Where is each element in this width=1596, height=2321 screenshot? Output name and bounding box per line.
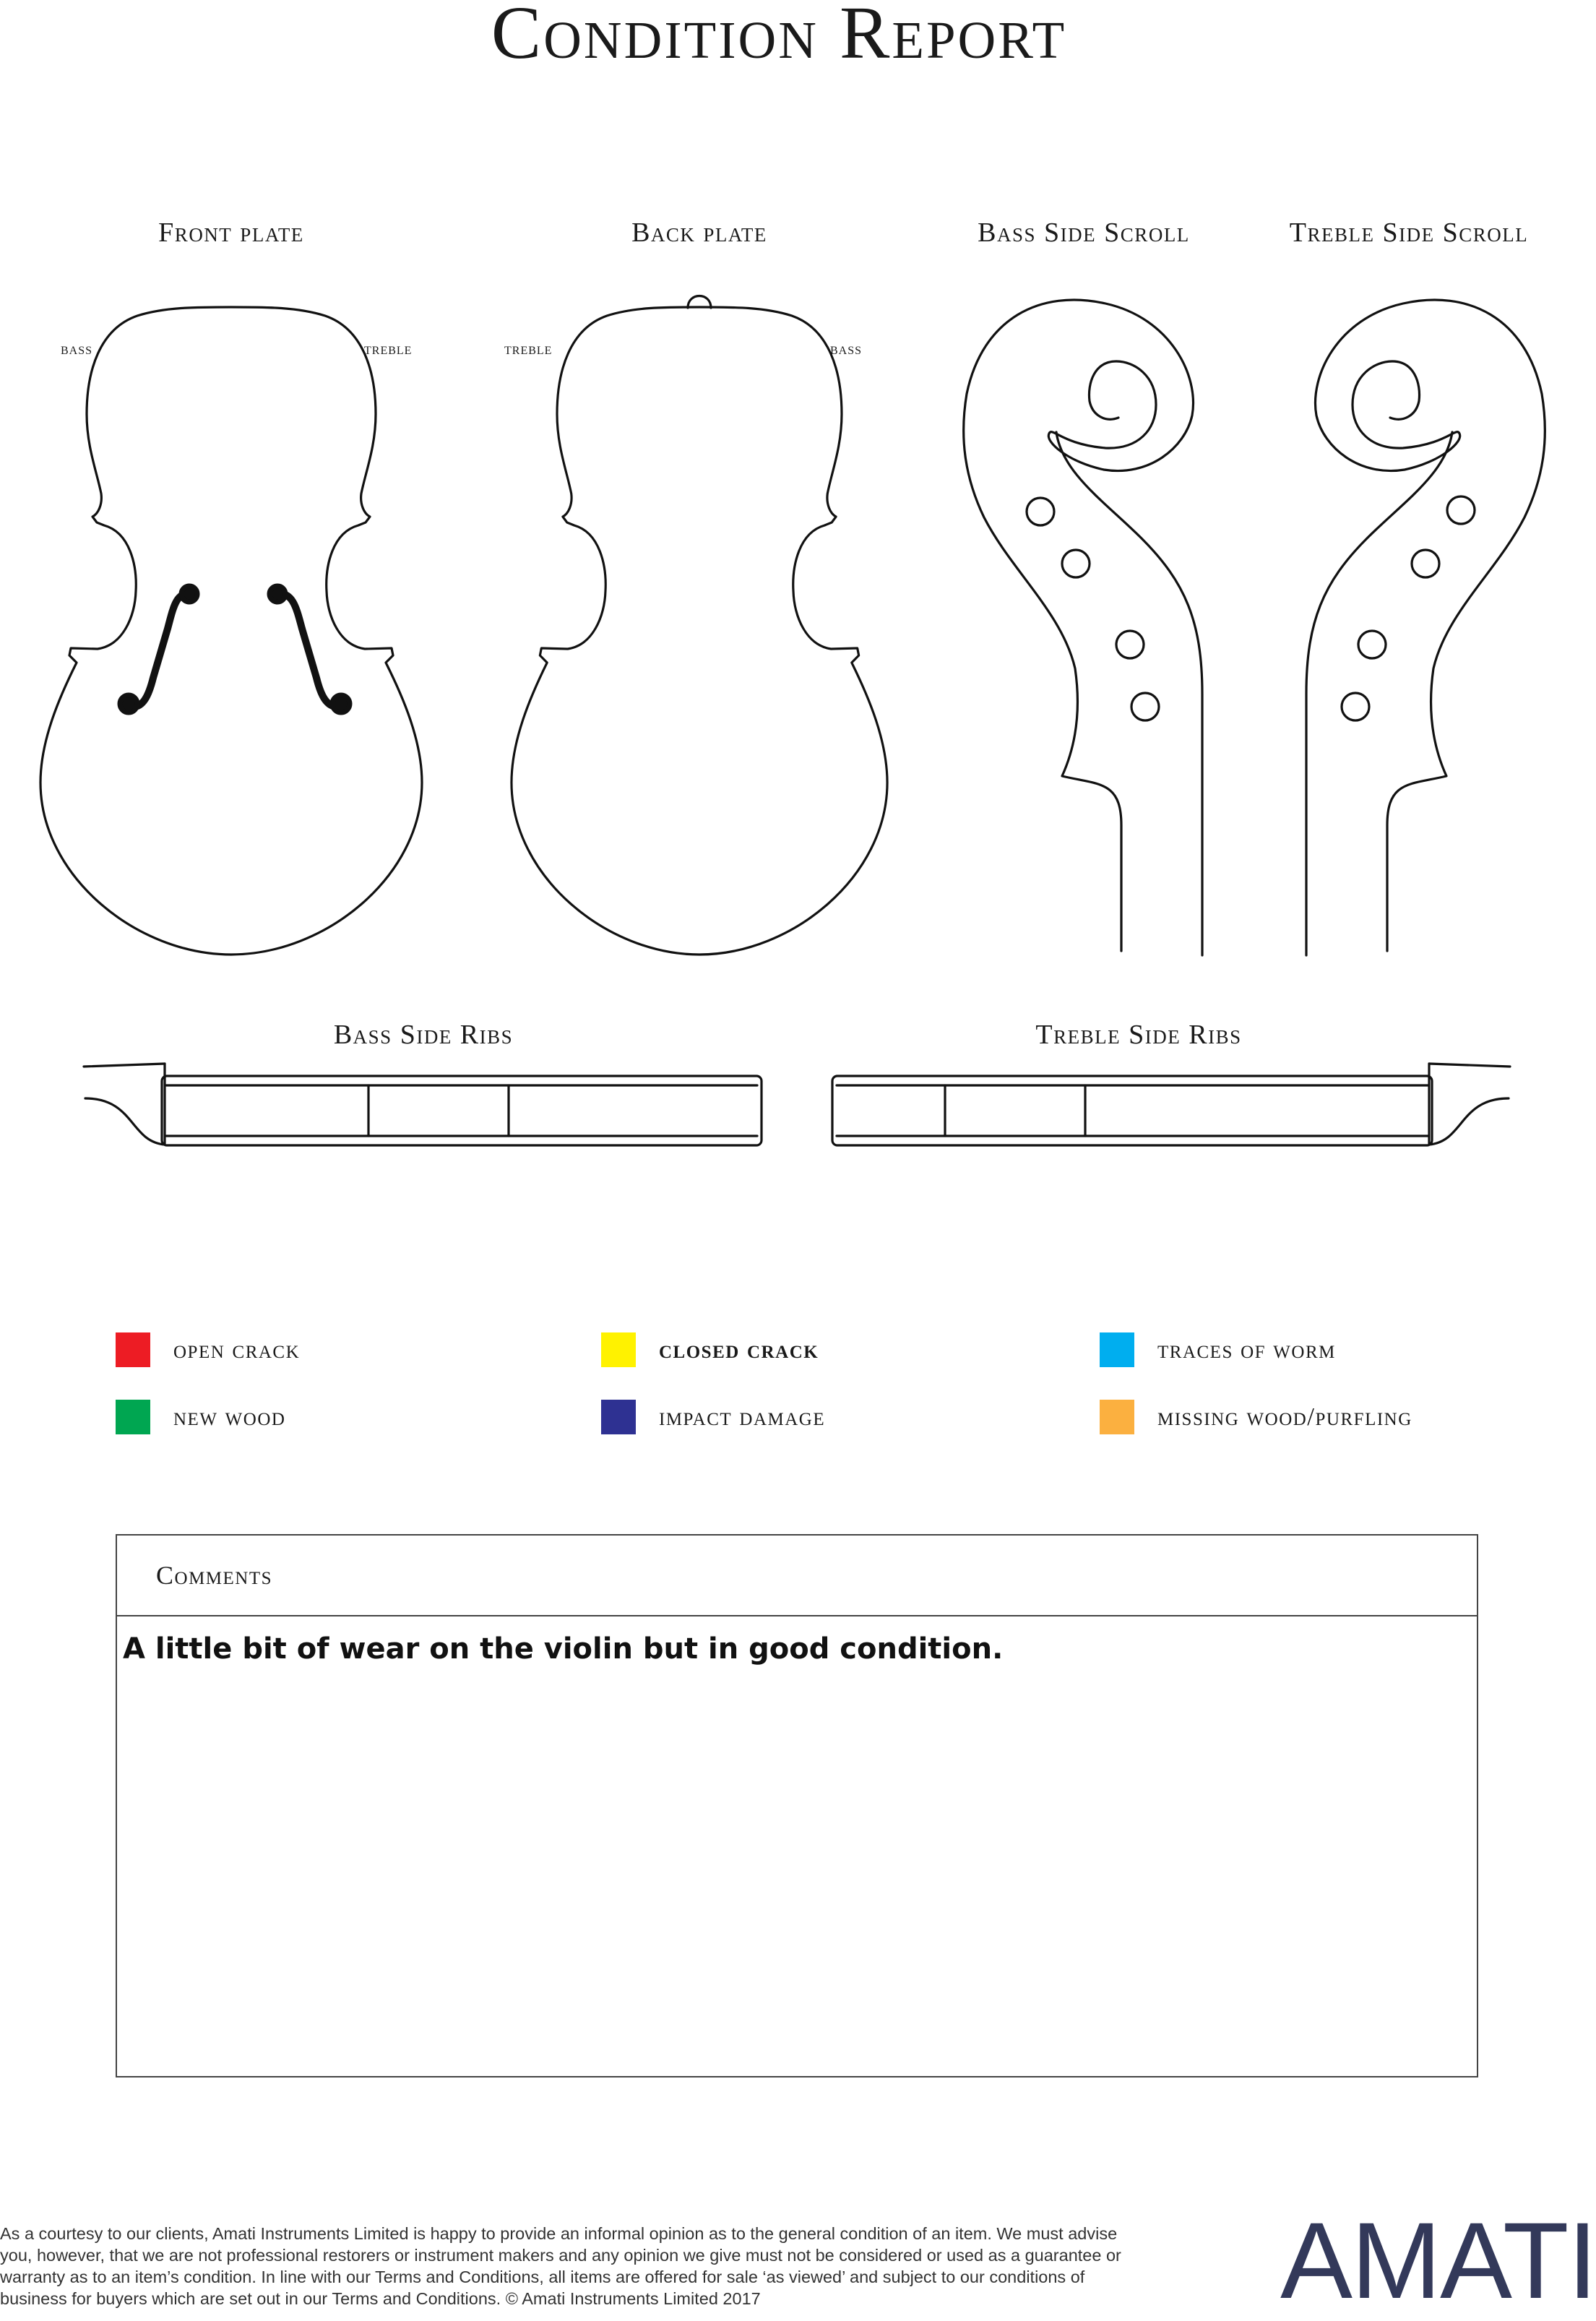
legend-item-traces-of-worm (1100, 1332, 1336, 1367)
back-plate-label: Back plate (631, 218, 767, 248)
bass-side-ribs-label: Bass Side Ribs (333, 1020, 514, 1050)
bass-side-scroll-drawing (964, 300, 1202, 955)
comments-text[interactable]: A little bit of wear on the violin but in good condition. (123, 1632, 1004, 1666)
legend-label: new wood (173, 1403, 286, 1431)
f-hole-right-icon (269, 586, 350, 712)
legend-swatch (601, 1332, 636, 1367)
back-plate-treble-label: treble (504, 340, 553, 358)
bass-side-scroll-label: Bass Side Scroll (978, 218, 1190, 248)
legend-item-missing-wood-purfling (1100, 1400, 1412, 1434)
comments-heading: Comments (117, 1536, 1477, 1616)
legend-swatch (601, 1400, 636, 1434)
treble-side-scroll-drawing (1306, 300, 1545, 955)
treble-side-ribs-drawing (832, 1064, 1510, 1145)
treble-side-ribs-label: Treble Side Ribs (1035, 1020, 1242, 1050)
treble-side-scroll-label: Treble Side Scroll (1289, 218, 1529, 248)
f-hole-left-icon (120, 586, 197, 712)
legend-item-open-crack (116, 1332, 300, 1367)
legend-label: closed crack (659, 1335, 819, 1364)
legend-swatch (116, 1400, 150, 1434)
legend-label: impact damage (659, 1403, 826, 1431)
page-title: Condition Report (491, 0, 1067, 74)
bass-side-ribs-drawing (84, 1064, 762, 1145)
front-plate-drawing (40, 307, 422, 955)
legend-item-closed-crack (601, 1332, 819, 1367)
legend-item-new-wood (116, 1400, 285, 1434)
amati-logo: AMATI (1280, 2200, 1596, 2321)
legend-label: missing wood/purfling (1157, 1403, 1412, 1431)
front-plate-treble-label: treble (364, 340, 413, 358)
back-plate-bass-label: bass (830, 340, 863, 358)
legend-swatch (1100, 1400, 1134, 1434)
legend-swatch (1100, 1332, 1134, 1367)
front-plate-label: Front plate (158, 218, 304, 248)
legend-item-impact-damage (601, 1400, 825, 1434)
disclaimer-text: As a courtesy to our clients, Amati Instruments Limited is happy to provide an informal opinion as to the general condition of an item. We must advise you, however, that we are not professional restorers or instrument makers and any opinion we give must not be considered or used as a guarantee or warranty as to an item’s condition. In line with our Terms and Conditions, all items are offered for sale ‘as viewed’ and subject to our conditions of business for buyers which are set out in our Terms and Conditions. © Amati Instruments Limited 2017 (0, 2224, 1121, 2308)
comments-box (116, 1534, 1478, 2077)
legend-label: traces of worm (1157, 1335, 1336, 1364)
front-plate-bass-label: bass (61, 340, 93, 358)
legend-swatch (116, 1332, 150, 1367)
back-plate-drawing (512, 307, 887, 955)
legend-label: open crack (173, 1335, 301, 1364)
